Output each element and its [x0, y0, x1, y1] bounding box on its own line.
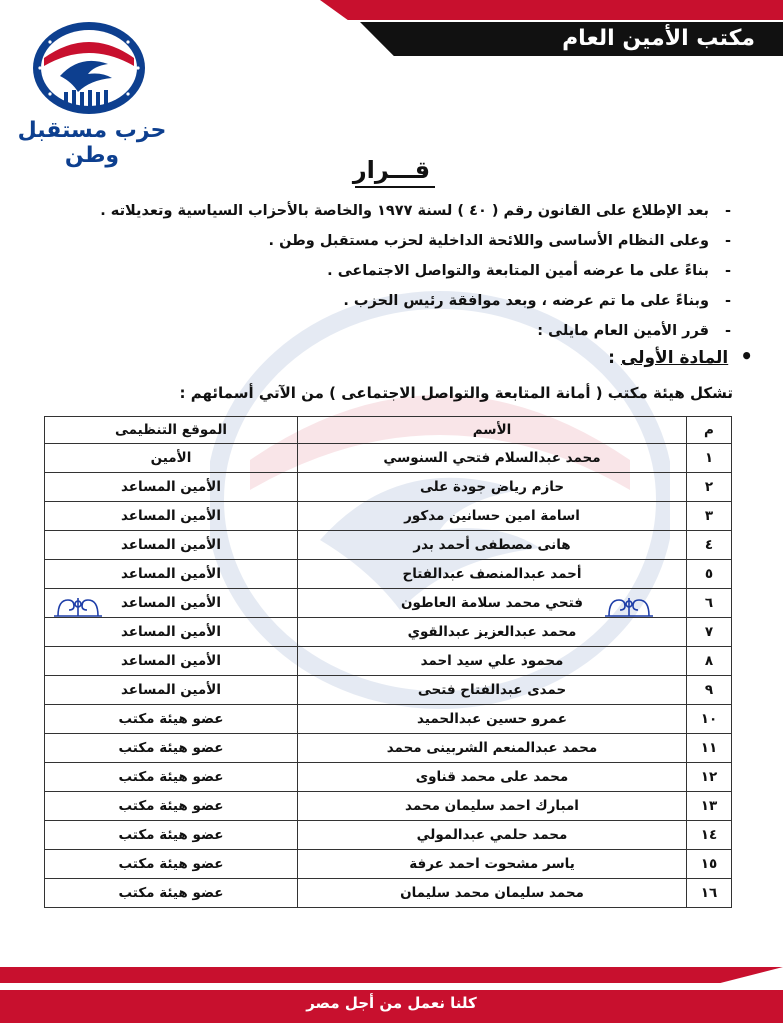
party-logo	[30, 18, 148, 118]
member-role: الأمين المساعد	[45, 618, 298, 647]
member-role: عضو هيئة مكتب	[45, 850, 298, 879]
table-row	[45, 792, 732, 821]
formation-text: تشكل هيئة مكتب ( أمانة المتابعة والتواصل الاجتماعى ) من الآتي أسمائهم :	[179, 384, 733, 402]
row-number: ١٣	[687, 792, 732, 821]
intro-list	[31, 196, 731, 346]
row-number: ١٠	[687, 705, 732, 734]
member-role: الأمين المساعد	[45, 473, 298, 502]
row-number: ٣	[687, 502, 732, 531]
row-number: ١٢	[687, 763, 732, 792]
member-role: الأمين	[45, 444, 298, 473]
member-name: محمد عبدالسلام فتحي السنوسي	[298, 444, 687, 473]
header-name: الأسم	[298, 417, 687, 444]
table-row	[45, 676, 732, 705]
table-row	[45, 502, 732, 531]
table-row	[45, 560, 732, 589]
member-name: محمد على محمد قناوى	[298, 763, 687, 792]
ornament-icon	[52, 594, 104, 620]
intro-item: -قرر الأمين العام مايلى :	[537, 323, 731, 339]
member-role: عضو هيئة مكتب	[45, 792, 298, 821]
member-name: هانى مصطفى أحمد بدر	[298, 531, 687, 560]
row-number: ٥	[687, 560, 732, 589]
member-name: اسامة امين حسانين مدكور	[298, 502, 687, 531]
header-num: م	[687, 417, 732, 444]
member-name: أحمد عبدالمنصف عبدالفتاح	[298, 560, 687, 589]
row-number: ١٦	[687, 879, 732, 908]
row-number: ٦	[687, 589, 732, 618]
footer-slogan: كلنا نعمل من أجل مصر	[306, 994, 477, 1012]
member-role: عضو هيئة مكتب	[45, 821, 298, 850]
member-name: حازم رياض جودة على	[298, 473, 687, 502]
member-name: فتحي محمد سلامة العاطون	[298, 589, 687, 618]
row-number: ٢	[687, 473, 732, 502]
row-number: ١	[687, 444, 732, 473]
intro-item: -وبناءً على ما تم عرضه ، وبعد موافقة رئيس الحزب .	[343, 293, 731, 309]
member-role: عضو هيئة مكتب	[45, 734, 298, 763]
table-row	[45, 647, 732, 676]
decision-title: قـــرار	[352, 156, 431, 184]
member-role: عضو هيئة مكتب	[45, 705, 298, 734]
member-name: عمرو حسين عبدالحميد	[298, 705, 687, 734]
party-name: حزب مستقبل وطن	[17, 118, 167, 168]
member-name: محمود علي سيد احمد	[298, 647, 687, 676]
table-header-row	[45, 417, 732, 444]
header-red-stripe	[320, 0, 783, 20]
member-name: محمد سليمان محمد سليمان	[298, 879, 687, 908]
row-number: ١٥	[687, 850, 732, 879]
member-role: الأمين المساعد	[45, 502, 298, 531]
member-role: الأمين المساعد	[45, 531, 298, 560]
member-name: ياسر مشحوت احمد عرفة	[298, 850, 687, 879]
member-name: محمد عبدالعزيز عبدالقوي	[298, 618, 687, 647]
member-role: الأمين المساعد	[45, 647, 298, 676]
row-number: ١١	[687, 734, 732, 763]
table-row	[45, 879, 732, 908]
member-role: الأمين المساعد	[45, 589, 298, 618]
table-row	[45, 444, 732, 473]
member-role: عضو هيئة مكتب	[45, 879, 298, 908]
table-row	[45, 763, 732, 792]
table-body	[45, 444, 732, 908]
member-name: حمدى عبدالفتاح فتحى	[298, 676, 687, 705]
ornament-icon	[603, 594, 655, 620]
table-row	[45, 850, 732, 879]
member-name: محمد حلمي عبدالمولي	[298, 821, 687, 850]
table-row	[45, 618, 732, 647]
table-row	[45, 821, 732, 850]
table-row	[45, 531, 732, 560]
intro-item: -وعلى النظام الأساسى واللائحة الداخلية لحزب مستقبل وطن .	[268, 233, 731, 249]
header-role: الموقع التنظيمى	[45, 417, 298, 444]
article-heading: •المادة الأولى :	[608, 344, 753, 368]
row-number: ١٤	[687, 821, 732, 850]
member-role: الأمين المساعد	[45, 676, 298, 705]
table-row	[45, 734, 732, 763]
members-table	[44, 416, 732, 908]
row-number: ٨	[687, 647, 732, 676]
row-number: ٧	[687, 618, 732, 647]
member-role: الأمين المساعد	[45, 560, 298, 589]
title-underline	[355, 186, 435, 188]
footer-red-stripe	[0, 967, 783, 983]
page-title: مكتب الأمين العام	[562, 26, 755, 51]
member-name: امبارك احمد سليمان محمد	[298, 792, 687, 821]
bullet-icon: •	[740, 344, 753, 368]
intro-item: -بناءً على ما عرضه أمين المتابعة والتواصل الاجتماعى .	[327, 263, 731, 279]
member-role: عضو هيئة مكتب	[45, 763, 298, 792]
row-number: ٩	[687, 676, 732, 705]
table-row	[45, 473, 732, 502]
table-row	[45, 705, 732, 734]
row-number: ٤	[687, 531, 732, 560]
intro-item: -بعد الإطلاع على القانون رقم ( ٤٠ ) لسنة ١٩٧٧ والخاصة بالأحزاب السياسية وتعديلاته .	[100, 203, 731, 219]
member-name: محمد عبدالمنعم الشربينى محمد	[298, 734, 687, 763]
